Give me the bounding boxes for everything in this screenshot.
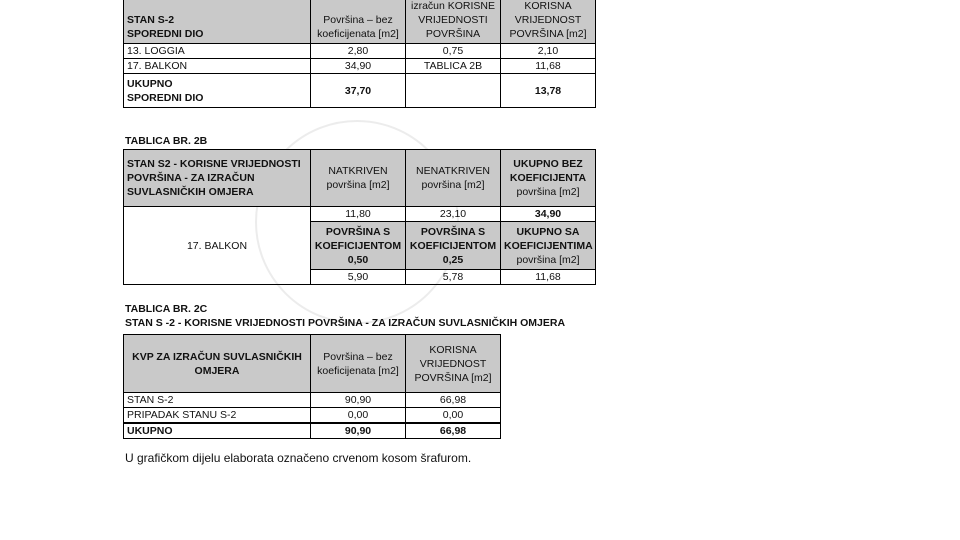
t2b-subheader-covered: POVRŠINA S KOEFICIJENTOM 0,50 <box>311 222 406 270</box>
table-row <box>124 44 596 59</box>
table-2a <box>123 0 596 108</box>
table-total-row <box>124 423 501 439</box>
t2b-header-unit: STAN S2 - KORISNE VRIJEDNOSTI POVRŠINA - ZA IZRAČUN SUVLASNIČKIH OMJERA <box>124 150 311 207</box>
t2c-header-area: Površina – bez koeficijenata [m2] <box>311 335 406 393</box>
t2c-row-useful: 0,00 <box>406 408 501 424</box>
t2a-row-coef: TABLICA 2B <box>406 59 501 74</box>
t2c-row-useful: 66,98 <box>406 393 501 408</box>
t2b-header-total: UKUPNO BEZ KOEFICIJENTA površina [m2] <box>501 150 596 207</box>
t2c-row-name: PRIPADAK STANU S-2 <box>124 408 311 424</box>
t2b-total-value: 34,90 <box>501 207 596 222</box>
t2c-title: TABLICA BR. 2C <box>125 303 208 315</box>
t2c-header-useful: KORISNA VRIJEDNOST POVRŠINA [m2] <box>406 335 501 393</box>
t2c-row-name: STAN S-2 <box>124 393 311 408</box>
t2b-total-coef-value: 11,68 <box>501 270 596 285</box>
t2a-row-name: 17. BALKON <box>124 59 311 74</box>
t2b-title: TABLICA BR. 2B <box>125 135 208 147</box>
table-row <box>124 207 596 222</box>
t2c-total-area: 90,90 <box>311 423 406 439</box>
t2a-total-label: UKUPNO SPOREDNI DIO <box>124 74 311 108</box>
t2a-total-area: 37,70 <box>311 74 406 108</box>
t2c-row-area: 90,90 <box>311 393 406 408</box>
t2c-total-label: UKUPNO <box>124 423 311 439</box>
t2b-covered-coef-value: 5,90 <box>311 270 406 285</box>
t2a-row-name: 13. LOGGIA <box>124 44 311 59</box>
t2a-header-area: Površina – bez koeficijenata [m2] <box>311 0 406 44</box>
table-2c <box>123 334 501 439</box>
t2b-covered-value: 11,80 <box>311 207 406 222</box>
t2b-uncovered-coef-value: 5,78 <box>406 270 501 285</box>
t2b-subheader-uncovered: POVRŠINA S KOEFICIJENTOM 0,25 <box>406 222 501 270</box>
t2c-subtitle: STAN S -2 - KORISNE VRIJEDNOSTI POVRŠINA - ZA IZRAČUN SUVLASNIČKIH OMJERA <box>125 317 566 329</box>
table-row <box>124 408 501 424</box>
t2a-row-coef: 0,75 <box>406 44 501 59</box>
t2a-row-useful: 2,10 <box>501 44 596 59</box>
t2b-subheader-total: UKUPNO SA KOEFICIJENTIMA površina [m2] <box>501 222 596 270</box>
t2a-header-unit: STAN S-2 SPOREDNI DIO <box>124 0 311 44</box>
table-row <box>124 393 501 408</box>
table-row <box>124 59 596 74</box>
table-2b <box>123 149 596 285</box>
t2c-total-useful: 66,98 <box>406 423 501 439</box>
table-total-row <box>124 74 596 108</box>
t2c-header-kvp: KVP ZA IZRAČUN SUVLASNIČKIH OMJERA <box>124 335 311 393</box>
t2b-uncovered-value: 23,10 <box>406 207 501 222</box>
t2a-header-calc: izračun KORISNE VRIJEDNOSTI POVRŠINA <box>406 0 501 44</box>
t2b-header-covered: NATKRIVEN površina [m2] <box>311 150 406 207</box>
t2a-row-area: 2,80 <box>311 44 406 59</box>
t2a-header-useful: KORISNA VRIJEDNOST POVRŠINA [m2] <box>501 0 596 44</box>
footnote: U grafičkom dijelu elaborata označeno crvenom kosom šrafurom. <box>125 451 472 465</box>
t2b-row-label: 17. BALKON <box>124 207 311 285</box>
t2a-row-area: 34,90 <box>311 59 406 74</box>
t2a-row-useful: 11,68 <box>501 59 596 74</box>
t2c-row-area: 0,00 <box>311 408 406 424</box>
t2a-total-empty <box>406 74 501 108</box>
t2b-header-uncovered: NENATKRIVEN površina [m2] <box>406 150 501 207</box>
t2a-total-useful: 13,78 <box>501 74 596 108</box>
